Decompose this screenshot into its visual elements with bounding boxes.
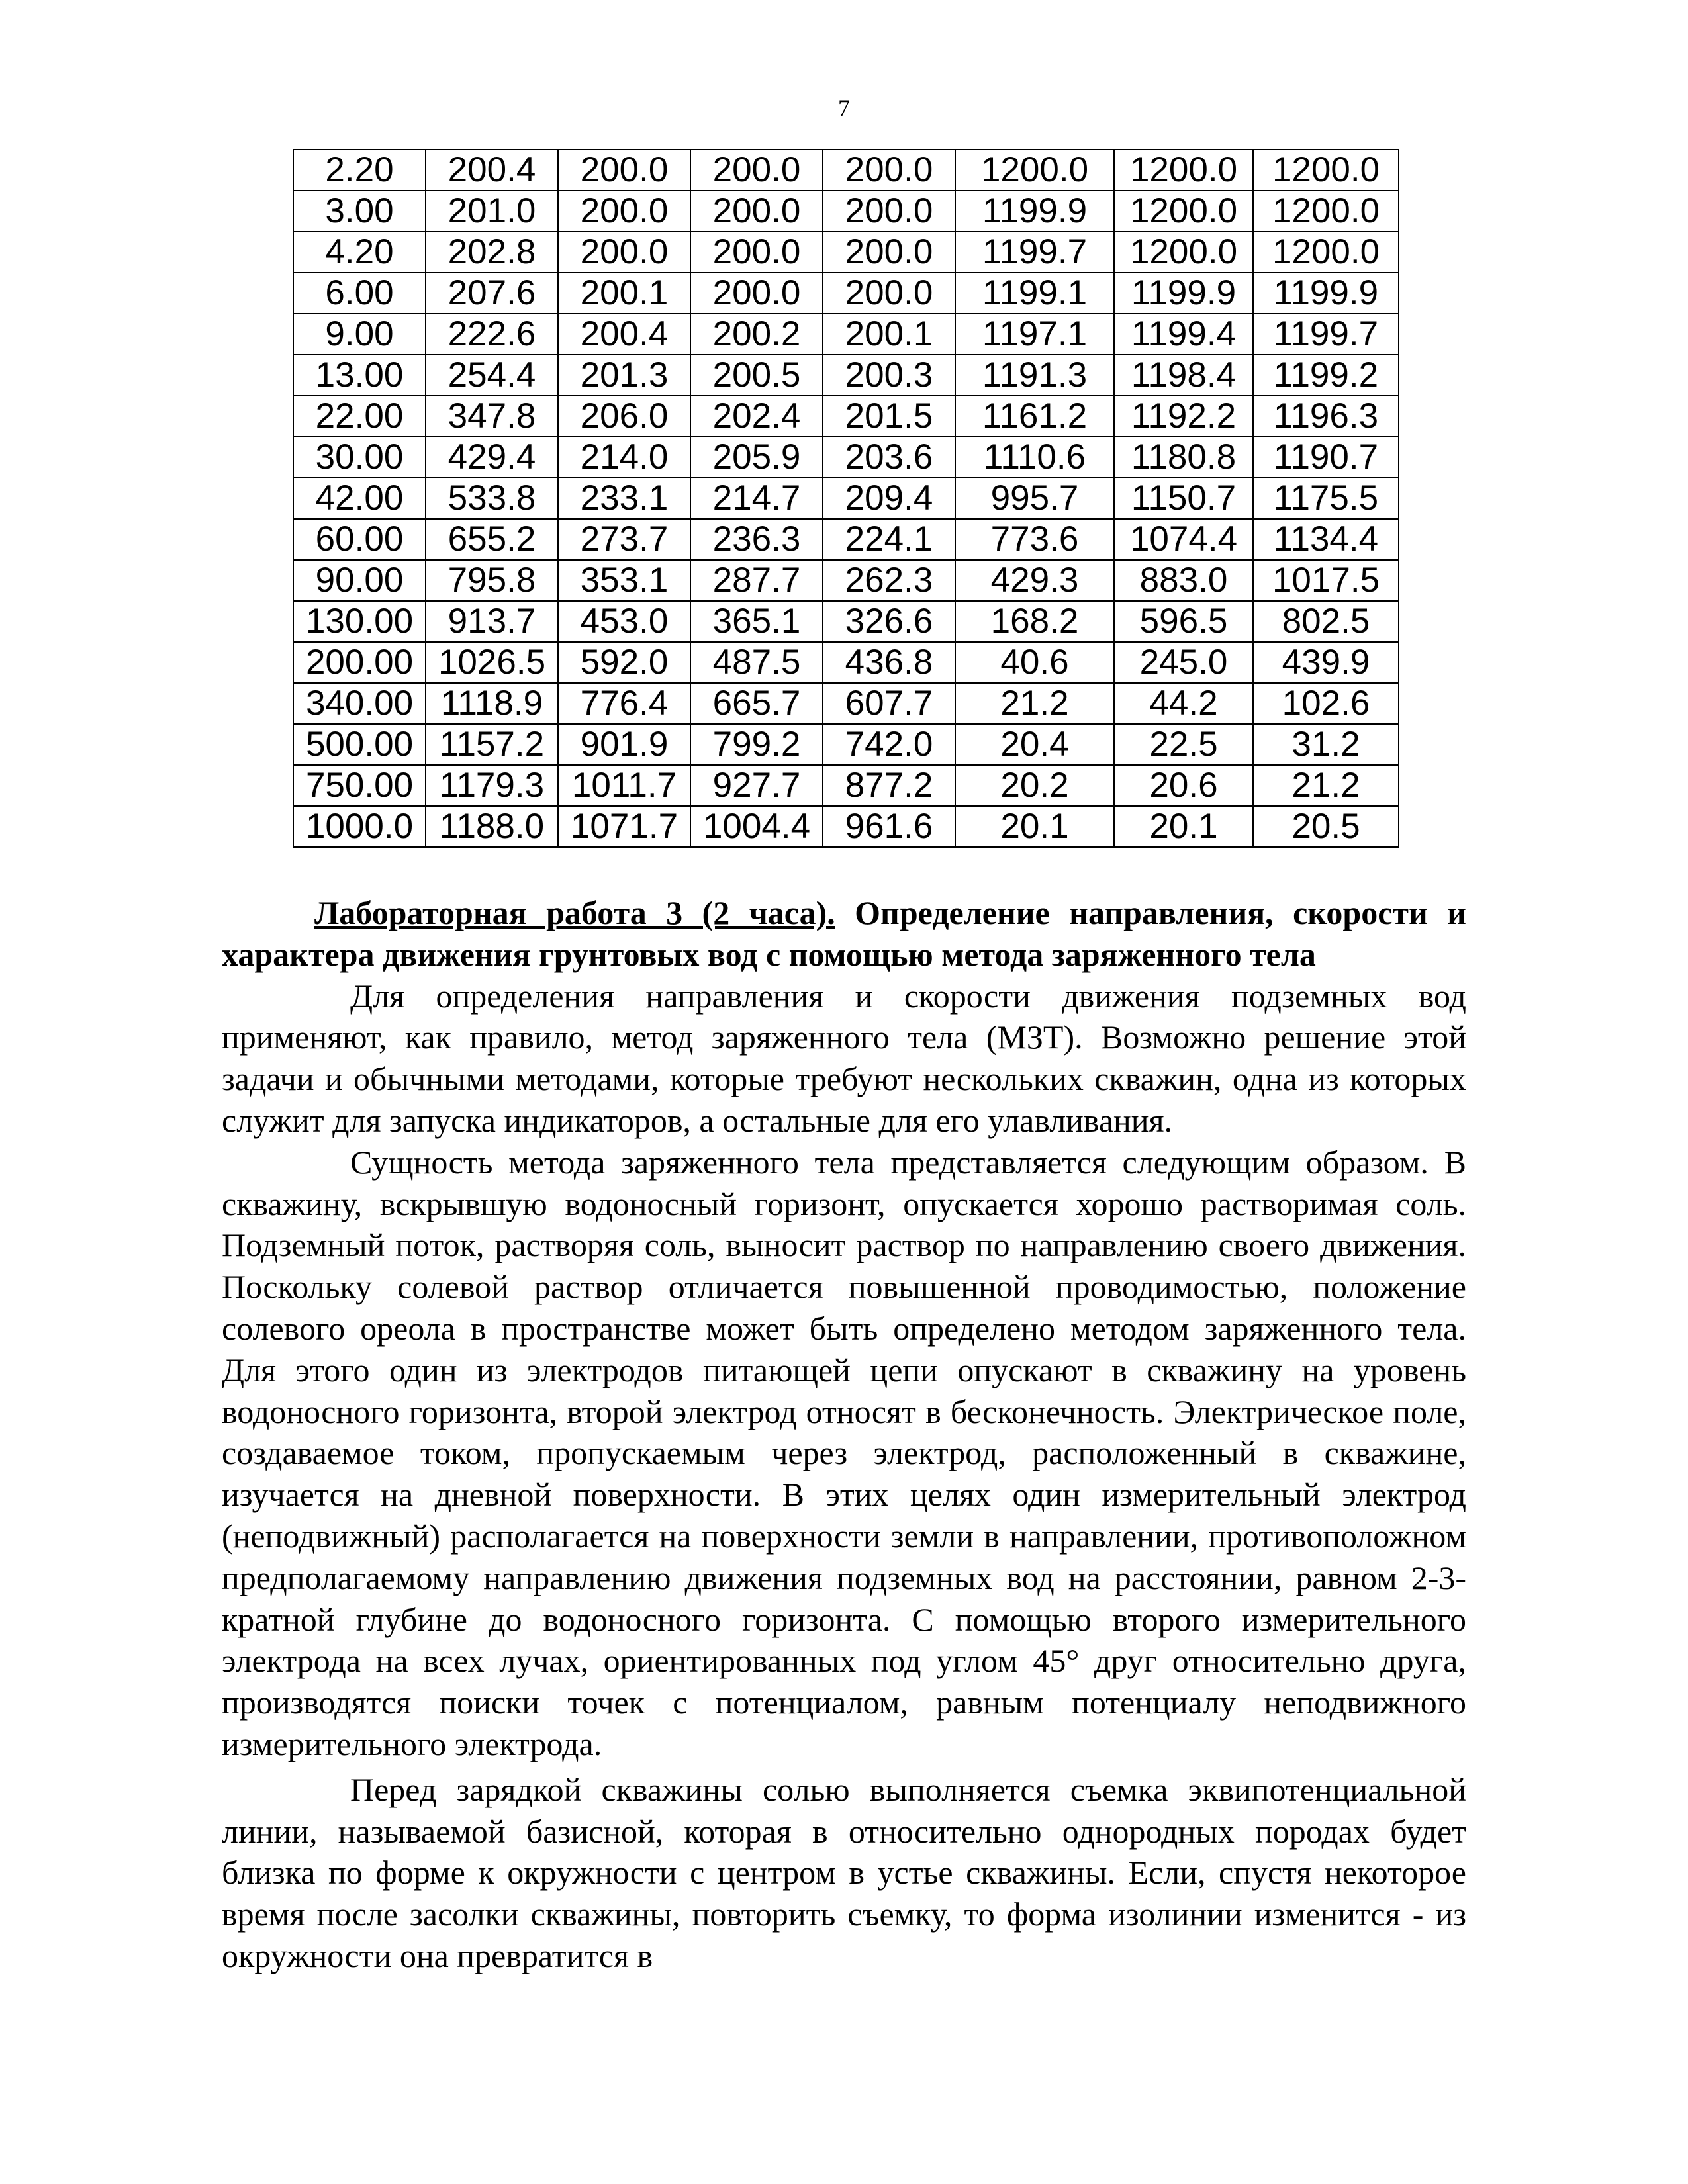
- table-cell: 1199.2: [1253, 355, 1399, 396]
- body-text: [222, 892, 1466, 1977]
- table-cell: 1199.1: [955, 273, 1114, 314]
- table-cell: 3.00: [293, 191, 426, 232]
- paragraph-1: Для определения направления и скорости движения подземных вод применяют, как правило, метод заряженного тела (МЗТ). Возможно решение этой задачи и обычными методами, которые требуют нескольких скважин, одна из которых служит для запуска индикаторов, а остальные для его улавливания.: [222, 977, 1466, 1139]
- table-row: [293, 314, 1399, 355]
- table-cell: 607.7: [823, 683, 955, 724]
- table-row: [293, 601, 1399, 642]
- table-cell: 1200.0: [1114, 191, 1253, 232]
- table-row: [293, 150, 1399, 191]
- table-cell: 913.7: [426, 601, 558, 642]
- table-cell: 222.6: [426, 314, 558, 355]
- lab-topic: Определение направления, скорости и характера движения грунтовых вод с помощью метода заряженного тела: [222, 894, 1467, 973]
- table-cell: 347.8: [426, 396, 558, 437]
- table-cell: 1192.2: [1114, 396, 1253, 437]
- table-cell: 995.7: [955, 478, 1114, 519]
- table-cell: 201.5: [823, 396, 955, 437]
- table-cell: 1190.7: [1253, 437, 1399, 478]
- table-cell: 1196.3: [1253, 396, 1399, 437]
- table-cell: 254.4: [426, 355, 558, 396]
- table-cell: 500.00: [293, 724, 426, 765]
- table-row: [293, 806, 1399, 847]
- table-cell: 20.1: [955, 806, 1114, 847]
- table-cell: 1200.0: [1114, 150, 1253, 191]
- table-cell: 1004.4: [690, 806, 823, 847]
- table-row: [293, 765, 1399, 806]
- table-cell: 1118.9: [426, 683, 558, 724]
- table-cell: 40.6: [955, 642, 1114, 683]
- table-cell: 961.6: [823, 806, 955, 847]
- lab-title: Лабораторная работа 3 (2 часа).: [314, 894, 835, 931]
- table-cell: 200.0: [690, 150, 823, 191]
- table-cell: 1199.9: [1253, 273, 1399, 314]
- table-row: [293, 355, 1399, 396]
- table-cell: 596.5: [1114, 601, 1253, 642]
- table-cell: 22.5: [1114, 724, 1253, 765]
- table-cell: 22.00: [293, 396, 426, 437]
- table-cell: 203.6: [823, 437, 955, 478]
- table-cell: 31.2: [1253, 724, 1399, 765]
- table-cell: 200.0: [690, 273, 823, 314]
- table-cell: 273.7: [558, 519, 690, 560]
- table-cell: 1199.9: [955, 191, 1114, 232]
- table-cell: 1199.7: [1253, 314, 1399, 355]
- table-cell: 206.0: [558, 396, 690, 437]
- table-cell: 200.5: [690, 355, 823, 396]
- table-cell: 42.00: [293, 478, 426, 519]
- table-cell: 2.20: [293, 150, 426, 191]
- table-cell: 202.4: [690, 396, 823, 437]
- table-cell: 439.9: [1253, 642, 1399, 683]
- table-cell: 1175.5: [1253, 478, 1399, 519]
- table-cell: 200.0: [823, 150, 955, 191]
- table-cell: 200.2: [690, 314, 823, 355]
- table-row: [293, 396, 1399, 437]
- table-cell: 262.3: [823, 560, 955, 601]
- table-cell: 214.0: [558, 437, 690, 478]
- table-cell: 1199.4: [1114, 314, 1253, 355]
- table-cell: 453.0: [558, 601, 690, 642]
- table-cell: 883.0: [1114, 560, 1253, 601]
- table-cell: 802.5: [1253, 601, 1399, 642]
- table-cell: 209.4: [823, 478, 955, 519]
- table-cell: 1200.0: [1253, 150, 1399, 191]
- table-cell: 21.2: [955, 683, 1114, 724]
- table-cell: 20.6: [1114, 765, 1253, 806]
- table-cell: 340.00: [293, 683, 426, 724]
- table-cell: 200.0: [558, 191, 690, 232]
- table-cell: 20.1: [1114, 806, 1253, 847]
- table-cell: 200.0: [690, 191, 823, 232]
- table-cell: 201.0: [426, 191, 558, 232]
- table-cell: 200.4: [558, 314, 690, 355]
- table-cell: 1191.3: [955, 355, 1114, 396]
- table-cell: 1110.6: [955, 437, 1114, 478]
- table-row: [293, 560, 1399, 601]
- table-cell: 1134.4: [1253, 519, 1399, 560]
- table-row: [293, 191, 1399, 232]
- table-cell: 214.7: [690, 478, 823, 519]
- table-cell: 436.8: [823, 642, 955, 683]
- table-row: [293, 724, 1399, 765]
- table-cell: 60.00: [293, 519, 426, 560]
- table-cell: 201.3: [558, 355, 690, 396]
- table-cell: 200.0: [558, 232, 690, 273]
- table-cell: 776.4: [558, 683, 690, 724]
- table-cell: 1200.0: [1253, 232, 1399, 273]
- table-cell: 353.1: [558, 560, 690, 601]
- table-cell: 30.00: [293, 437, 426, 478]
- table-cell: 1200.0: [955, 150, 1114, 191]
- table-cell: 1197.1: [955, 314, 1114, 355]
- table-cell: 130.00: [293, 601, 426, 642]
- table-cell: 287.7: [690, 560, 823, 601]
- table-cell: 4.20: [293, 232, 426, 273]
- table-cell: 205.9: [690, 437, 823, 478]
- table-cell: 1071.7: [558, 806, 690, 847]
- table-cell: 102.6: [1253, 683, 1399, 724]
- table-cell: 1074.4: [1114, 519, 1253, 560]
- table-cell: 20.4: [955, 724, 1114, 765]
- table-cell: 233.1: [558, 478, 690, 519]
- table-cell: 365.1: [690, 601, 823, 642]
- table-cell: 21.2: [1253, 765, 1399, 806]
- table-cell: 90.00: [293, 560, 426, 601]
- table-row: [293, 273, 1399, 314]
- table-cell: 1199.9: [1114, 273, 1253, 314]
- table-cell: 773.6: [955, 519, 1114, 560]
- table-cell: 200.0: [823, 273, 955, 314]
- table-cell: 200.0: [690, 232, 823, 273]
- table-cell: 200.3: [823, 355, 955, 396]
- table-cell: 1180.8: [1114, 437, 1253, 478]
- table-cell: 901.9: [558, 724, 690, 765]
- lab-heading: [222, 892, 1466, 976]
- table-cell: 592.0: [558, 642, 690, 683]
- table-cell: 795.8: [426, 560, 558, 601]
- table-cell: 200.1: [823, 314, 955, 355]
- table-cell: 1150.7: [1114, 478, 1253, 519]
- table-cell: 168.2: [955, 601, 1114, 642]
- table-cell: 224.1: [823, 519, 955, 560]
- data-table: [293, 149, 1399, 848]
- table-cell: 1199.7: [955, 232, 1114, 273]
- table-cell: 13.00: [293, 355, 426, 396]
- table-cell: 20.2: [955, 765, 1114, 806]
- table-cell: 6.00: [293, 273, 426, 314]
- table-body: [293, 150, 1399, 847]
- table-cell: 200.0: [558, 150, 690, 191]
- table-cell: 1161.2: [955, 396, 1114, 437]
- table-cell: 487.5: [690, 642, 823, 683]
- table-cell: 742.0: [823, 724, 955, 765]
- table-row: [293, 437, 1399, 478]
- table-cell: 533.8: [426, 478, 558, 519]
- table-cell: 1011.7: [558, 765, 690, 806]
- table-cell: 236.3: [690, 519, 823, 560]
- table-cell: 665.7: [690, 683, 823, 724]
- table-cell: 200.1: [558, 273, 690, 314]
- table-cell: 9.00: [293, 314, 426, 355]
- table-cell: 1000.0: [293, 806, 426, 847]
- table-cell: 1188.0: [426, 806, 558, 847]
- table-cell: 429.4: [426, 437, 558, 478]
- table-cell: 326.6: [823, 601, 955, 642]
- table-cell: 200.0: [823, 232, 955, 273]
- table-cell: 1200.0: [1114, 232, 1253, 273]
- table-cell: 429.3: [955, 560, 1114, 601]
- table-cell: 200.0: [823, 191, 955, 232]
- table-cell: 207.6: [426, 273, 558, 314]
- table-row: [293, 683, 1399, 724]
- table-cell: 245.0: [1114, 642, 1253, 683]
- table-cell: 202.8: [426, 232, 558, 273]
- table-cell: 1200.0: [1253, 191, 1399, 232]
- table-cell: 44.2: [1114, 683, 1253, 724]
- paragraph-2: Сущность метода заряженного тела представляется следующим образом. В скважину, вскрывшую водоносный горизонт, опускается хорошо растворимая соль. Подземный поток, растворяя соль, выносит раствор по направлению своего движения. Поскольку солевой раствор отличается повышенной проводимостью, положение солевого ореола в пространстве может быть определено методом заряженного тела. Для этого один из электродов питающей цепи опускают в скважину на уровень водоносного горизонта, второй электрод относят в бесконечность. Электрическое поле, создаваемое током, пропускаемым через электрод, расположенный в скважине, изучается на дневной поверхности. В этих целях один измерительный электрод (неподвижный) располагается на поверхности земли в направлении, противоположном предполагаемому направлению движения подземных вод на расстоянии, равном 2-3-кратной глубине до водоносного горизонта. С помощью второго измерительного электрода на всех лучах, ориентированных под углом 45° друг относительно друга, производятся поиски точек с потенциалом, равным потенциалу неподвижного измерительного электрода.: [222, 1143, 1466, 1762]
- table-cell: 1026.5: [426, 642, 558, 683]
- table-cell: 1179.3: [426, 765, 558, 806]
- table-cell: 799.2: [690, 724, 823, 765]
- table-cell: 877.2: [823, 765, 955, 806]
- table-cell: 20.5: [1253, 806, 1399, 847]
- table-cell: 1157.2: [426, 724, 558, 765]
- page-number: 7: [838, 95, 850, 121]
- table-cell: 927.7: [690, 765, 823, 806]
- table-cell: 200.4: [426, 150, 558, 191]
- table-row: [293, 232, 1399, 273]
- table-cell: 1017.5: [1253, 560, 1399, 601]
- table-cell: 200.00: [293, 642, 426, 683]
- table-row: [293, 519, 1399, 560]
- table-cell: 1198.4: [1114, 355, 1253, 396]
- paragraph-3: Перед зарядкой скважины солью выполняется съемка эквипотенциальной линии, называемой базисной, которая в относительно однородных породах будет близка по форме к окружности с центром в устье скважины. Если, спустя некоторое время после засолки скважины, повторить съемку, то форма изолинии изменится - из окружности она превратится в: [222, 1770, 1466, 1974]
- table-cell: 750.00: [293, 765, 426, 806]
- table-cell: 655.2: [426, 519, 558, 560]
- table-row: [293, 642, 1399, 683]
- table-row: [293, 478, 1399, 519]
